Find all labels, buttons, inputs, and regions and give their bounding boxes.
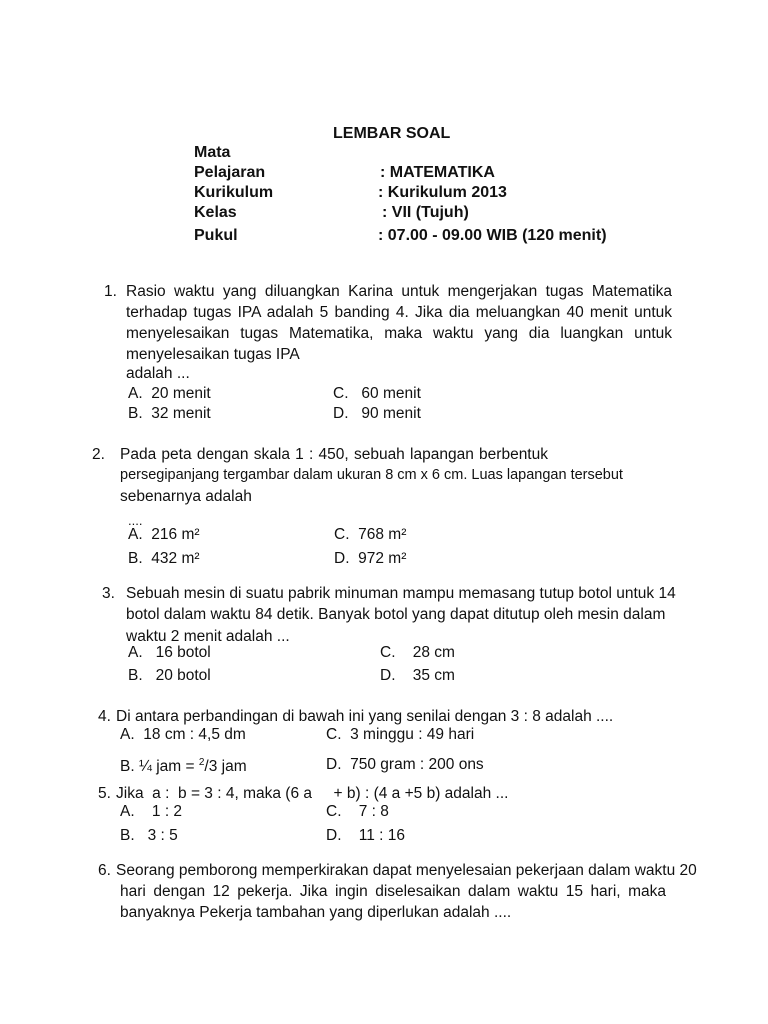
option-text: 20 menit	[151, 385, 211, 402]
question-text-line: botol dalam waktu 84 detik. Banyak botol yang dapat ditutup oleh mesin dalam	[126, 606, 666, 623]
option-letter: C.	[326, 726, 342, 743]
question-text-line: menyelesaikan tugas IPA	[126, 346, 300, 363]
question-number: 5.	[98, 785, 111, 802]
option-text: 20 botol	[155, 667, 211, 684]
option-text: 35 cm	[412, 667, 455, 684]
header-value-pelajaran: : MATEMATIKA	[380, 164, 495, 181]
option-letter: A.	[128, 385, 143, 402]
header-label-mata: Mata	[194, 144, 231, 161]
option-c	[380, 642, 455, 663]
option-letter: C.	[333, 385, 349, 402]
header-value-pukul: : 07.00 - 09.00 WIB (120 menit)	[378, 227, 607, 244]
option-d	[380, 665, 455, 686]
option-text: 3 : 5	[147, 827, 178, 844]
option-text: 7 : 8	[358, 803, 389, 820]
header-label-pelajaran: Pelajaran	[194, 164, 266, 181]
option-letter: C.	[334, 526, 350, 543]
option-c	[333, 383, 421, 404]
option-text: 18 cm : 4,5 dm	[143, 726, 246, 743]
question-number: 1.	[104, 283, 117, 300]
option-a	[128, 642, 211, 663]
option-text-before: ¼ jam =	[138, 758, 199, 775]
option-a	[128, 524, 200, 545]
question-text-line: Jika a : b = 3 : 4, maka (6 a + b) : (4 a +5 b) adalah ...	[116, 785, 509, 802]
question-text-line: Seorang pemborong memperkirakan dapat menyelesaian pekerjaan dalam waktu 20	[116, 862, 697, 879]
option-letter: C.	[380, 644, 396, 661]
option-a	[120, 724, 246, 745]
question-text-line: Sebuah mesin di suatu pabrik minuman mampu memasang tutup botol untuk 14	[126, 585, 676, 602]
option-d	[326, 825, 405, 846]
question-text-line: Rasio waktu yang diluangkan Karina untuk mengerjakan tugas Matematika	[126, 283, 672, 300]
option-b	[120, 752, 247, 777]
header-value-kurikulum: : Kurikulum 2013	[378, 184, 507, 201]
option-text: 1 : 2	[151, 803, 183, 820]
option-a	[120, 801, 182, 822]
option-letter: B.	[128, 667, 143, 684]
option-letter: D.	[326, 756, 342, 773]
option-letter: A.	[128, 526, 143, 543]
option-text: 750 gram : 200 ons	[350, 756, 484, 773]
option-letter: D.	[380, 667, 396, 684]
header-label-pukul: Pukul	[194, 227, 238, 244]
option-letter: D.	[326, 827, 342, 844]
option-letter: B.	[128, 405, 143, 422]
option-text: 16 botol	[155, 644, 211, 661]
option-b	[120, 825, 178, 846]
option-text: 972 m²	[358, 550, 407, 567]
header-label-kelas: Kelas	[194, 204, 237, 221]
option-text: 11 : 16	[358, 827, 405, 844]
option-a	[128, 383, 211, 404]
option-letter: B.	[128, 550, 143, 567]
option-b	[128, 665, 211, 686]
option-letter: C.	[326, 803, 342, 820]
question-text-line: sebenarnya adalah	[120, 488, 252, 505]
option-text: 32 menit	[151, 405, 211, 422]
option-letter: A.	[120, 803, 135, 820]
question-text-line: terhadap tugas IPA adalah 5 banding 4. Jika dia meluangkan 40 menit untuk	[126, 304, 672, 321]
question-text-line: Pada peta dengan skala 1 : 450, sebuah lapangan berbentuk	[120, 446, 548, 463]
option-text: 432 m²	[151, 550, 200, 567]
option-letter: D.	[333, 405, 349, 422]
option-letter: A.	[120, 726, 135, 743]
option-text: 3 minggu : 49 hari	[350, 726, 475, 743]
option-letter: D.	[334, 550, 350, 567]
option-letter: B.	[120, 758, 135, 775]
option-text: 28 cm	[412, 644, 455, 661]
option-b	[128, 548, 200, 569]
option-letter: B.	[120, 827, 135, 844]
question-number: 3.	[102, 585, 115, 602]
fraction-numerator: 2	[198, 757, 205, 768]
page-title: LEMBAR SOAL	[333, 125, 451, 142]
option-d	[334, 548, 406, 569]
option-text-after: /3 jam	[204, 758, 247, 775]
question-text-line: waktu 2 menit adalah ...	[126, 628, 290, 645]
header-label-kurikulum: Kurikulum	[194, 184, 274, 201]
question-text-line: Di antara perbandingan di bawah ini yang senilai dengan 3 : 8 adalah ....	[116, 708, 614, 725]
question-text-line: menyelesaikan tugas Matematika, maka waktu yang dia luangkan untuk	[126, 325, 672, 342]
question-text-line: persegipanjang tergambar dalam ukuran 8 cm x 6 cm. Luas lapangan tersebut	[120, 467, 623, 483]
option-text: 216 m²	[151, 526, 200, 543]
header-value-kelas: : VII (Tujuh)	[382, 204, 469, 221]
question-number: 2.	[92, 446, 105, 463]
option-b	[128, 403, 211, 424]
option-text: 768 m²	[358, 526, 407, 543]
option-text: 90 menit	[361, 405, 421, 422]
question-number: 6.	[98, 862, 111, 879]
option-d	[333, 403, 421, 424]
question-text-line: ....	[128, 513, 143, 528]
question-number: 4.	[98, 708, 111, 725]
option-c	[326, 801, 389, 822]
question-text-line: banyaknya Pekerja tambahan yang diperlukan adalah ....	[120, 904, 512, 921]
question-text-line: hari dengan 12 pekerja. Jika ingin diselesaikan dalam waktu 15 hari, maka	[120, 883, 666, 900]
option-c	[326, 724, 474, 745]
option-text: 60 menit	[361, 385, 421, 402]
option-d	[326, 754, 484, 775]
question-text-line: adalah ...	[126, 365, 190, 382]
option-c	[334, 524, 406, 545]
option-letter: A.	[128, 644, 143, 661]
